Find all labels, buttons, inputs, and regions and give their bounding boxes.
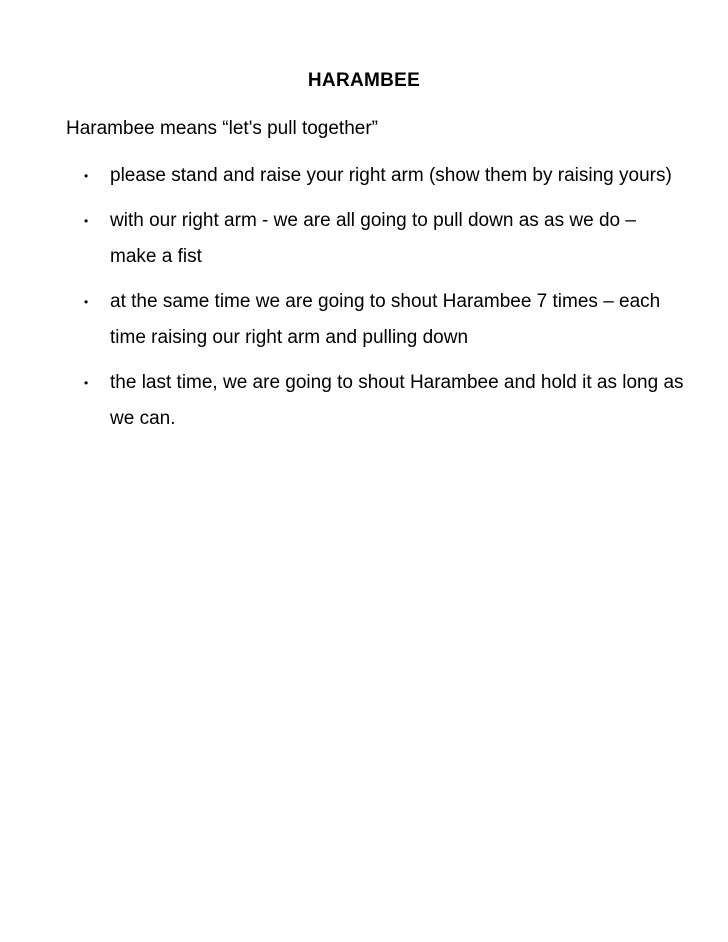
intro-paragraph: Harambee means “let's pull together” [66,118,378,139]
bullet-icon: • [84,169,89,183]
list-item [84,365,684,437]
bullet-icon: • [84,376,89,390]
bullet-icon: • [84,214,89,228]
list-item [84,203,684,275]
list-item-text: with our right arm - we are all going to pull down as as we do – make a fist [110,210,636,267]
list-item-text: please stand and raise your right arm (show them by raising yours) [110,165,672,186]
document-title: HARAMBEE [307,70,421,91]
instruction-list [84,158,684,446]
list-item-text: at the same time we are going to shout Harambee 7 times – each time raising our right arm and pulling down [110,291,661,348]
bullet-icon: • [84,295,89,309]
list-item [84,158,684,194]
list-item-text: the last time, we are going to shout Harambee and hold it as long as we can. [110,372,684,429]
list-item [84,284,684,356]
